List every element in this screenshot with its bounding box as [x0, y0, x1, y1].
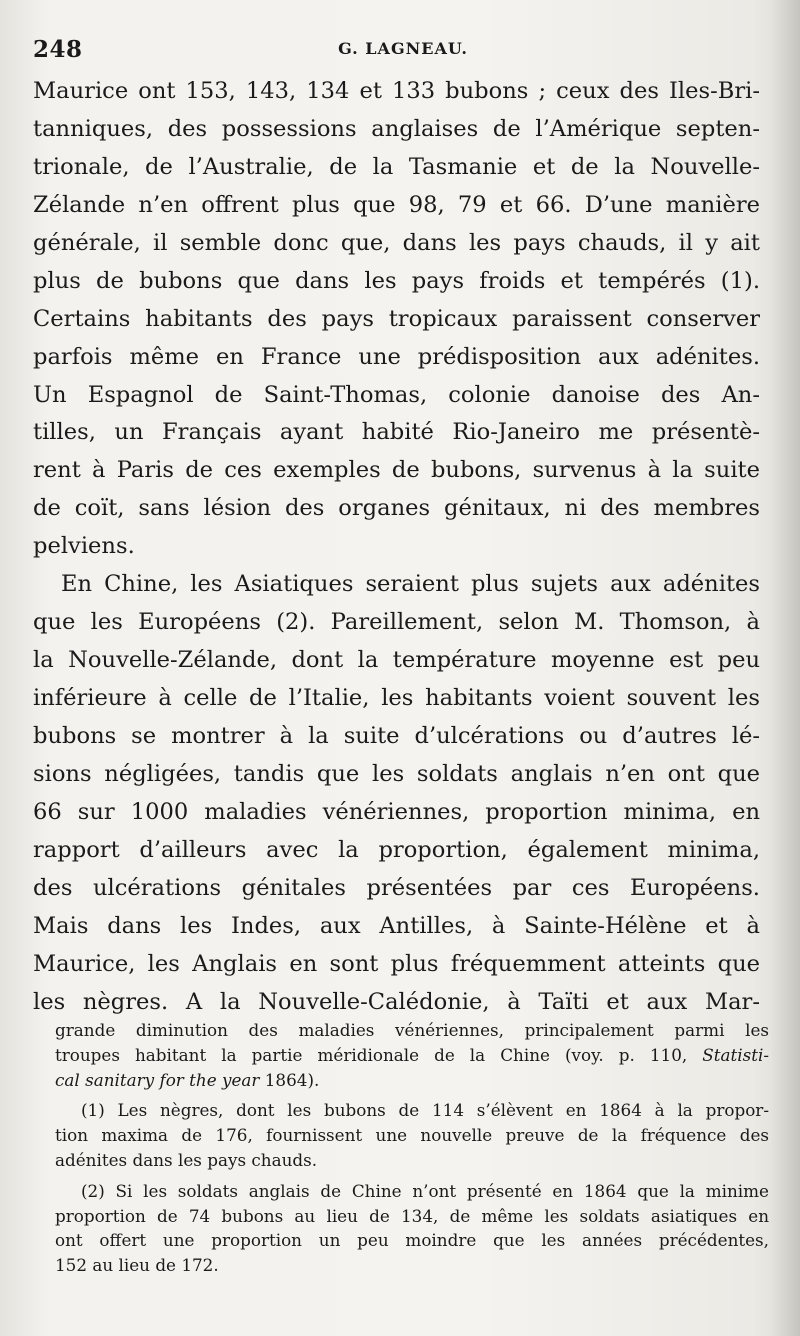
text-line: tilles, un Français ayant habité Rio-Janeiro me présentè-	[33, 419, 760, 446]
footnotes	[55, 1018, 769, 1278]
text-line: plus de bubons que dans les pays froids et tempérés (1).	[33, 267, 760, 294]
footnote-1-line: tion maxima de 176, fournissent une nouvelle preuve de la fréquence des	[55, 1125, 769, 1146]
footnote-2-line: 152 au lieu de 172.	[55, 1255, 219, 1276]
text-line: des ulcérations génitales présentées par ces Européens.	[33, 874, 760, 901]
text-line: 66 sur 1000 maladies vénériennes, proportion minima, en	[33, 798, 760, 825]
footnote-continuation-line	[55, 1043, 769, 1068]
text-line: pelviens.	[33, 533, 135, 560]
text-line: sions négligées, tandis que les soldats anglais n’en ont que	[33, 760, 760, 787]
text-line: rapport d’ailleurs avec la proportion, également minima,	[33, 836, 760, 863]
footnote-continuation-line: grande diminution des maladies vénériennes, principalement parmi les	[55, 1020, 769, 1040]
text-line: Zélande n’en offrent plus que 98, 79 et 66. D’une manière	[33, 191, 760, 218]
footnote-2-line: ont offert une proportion un peu moindre que les années précédentes,	[55, 1230, 769, 1251]
page-edge-shadow	[770, 0, 800, 1336]
text-line: les nègres. A la Nouvelle-Calédonie, à Taïti et aux Mar-	[33, 988, 760, 1015]
text-line: trionale, de l’Australie, de la Tasmanie et de la Nouvelle-	[33, 153, 760, 180]
text-line: Mais dans les Indes, aux Antilles, à Sainte-Hélène et à	[33, 912, 760, 939]
text-line: Maurice ont 153, 143, 134 et 133 bubons ; ceux des Iles-Bri-	[33, 78, 760, 104]
footnote-text: troupes habitant la partie méridionale de la Chine (voy. p. 110,	[55, 1044, 703, 1065]
text-line: Un Espagnol de Saint-Thomas, colonie danoise des An-	[33, 381, 760, 408]
text-line: la Nouvelle-Zélande, dont la température moyenne est peu	[33, 647, 760, 674]
text-line: parfois même en France une prédisposition aux adénites.	[33, 343, 760, 370]
footnote-2-line: (2) Si les soldats anglais de Chine n’ont présenté en 1864 que la minime	[81, 1180, 769, 1201]
text-line: générale, il semble donc que, dans les pays chauds, il y ait	[33, 229, 760, 256]
text-line: En Chine, les Asiatiques seraient plus sujets aux adénites	[61, 571, 760, 598]
text-line: rent à Paris de ces exemples de bubons, survenus à la suite	[33, 457, 760, 484]
text-line: Certains habitants des pays tropicaux paraissent conserver	[33, 305, 760, 332]
text-line: inférieure à celle de l’Italie, les habitants voient souvent les	[33, 685, 760, 711]
footnote-1-line: adénites dans les pays chauds.	[55, 1149, 318, 1170]
text-line: bubons se montrer à la suite d’ulcérations ou d’autres lé-	[33, 722, 760, 749]
footnote-2-line: proportion de 74 bubons au lieu de 134, de même les soldats asiatiques en	[55, 1205, 769, 1226]
main-text	[33, 73, 760, 1021]
footnote-text: 1864).	[259, 1069, 320, 1090]
page-header	[33, 36, 773, 66]
footnote-continuation-line	[55, 1068, 769, 1093]
running-head: G. LAGNEAU.	[338, 39, 468, 58]
text-line: tanniques, des possessions anglaises de l’Amérique septen-	[33, 115, 760, 142]
text-line: Maurice, les Anglais en sont plus fréquemment atteints que	[33, 950, 760, 977]
footnote-italic-title: cal sanitary for the year	[55, 1069, 260, 1090]
text-line: de coït, sans lésion des organes génitaux, ni des membres	[33, 495, 760, 522]
text-line: que les Européens (2). Pareillement, selon M. Thomson, à	[33, 609, 760, 636]
page-number: 248	[33, 36, 83, 63]
footnote-italic-title: Statisti-	[702, 1044, 769, 1065]
footnote-1-line: (1) Les nègres, dont les bubons de 114 s’élèvent en 1864 à la propor-	[81, 1100, 769, 1121]
